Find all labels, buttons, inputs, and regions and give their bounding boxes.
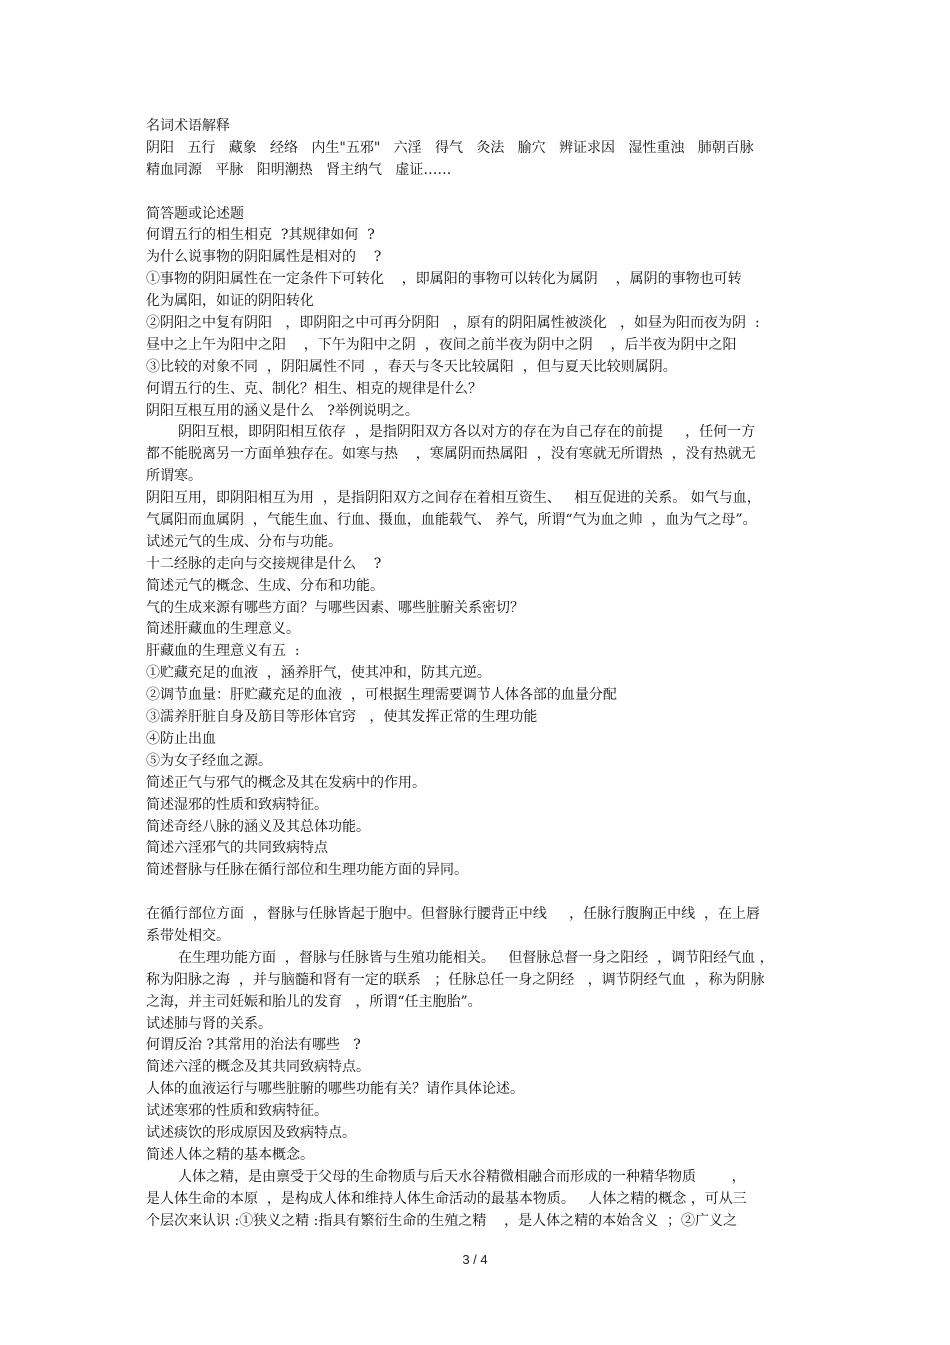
text-line: ④防止出血 bbox=[146, 730, 216, 747]
text-line: 试述元气的生成、分布与功能。 bbox=[146, 533, 342, 550]
text-line: 简答题或论述题 bbox=[146, 205, 244, 222]
document-body bbox=[146, 116, 811, 1232]
text-line: 何谓五行的相生相克 ?其规律如何 ? bbox=[146, 227, 375, 244]
text-line: 试述肺与肾的关系。 bbox=[146, 1015, 272, 1032]
text-line: 为什么说事物的阴阳属性是相对的 ? bbox=[146, 249, 382, 266]
text-line: 简述正气与邪气的概念及其在发病中的作用。 bbox=[146, 774, 426, 791]
text-line: 昼中之上午为阳中之阳 ，下午为阳中之阴 ，夜间之前半夜为阴中之阴 ，后半夜为阴中之阳 bbox=[146, 336, 737, 353]
text-line: 简述六淫邪气的共同致病特点 bbox=[146, 840, 328, 857]
text-line: ③濡养肝脏自身及筋目等形体官窍 ，使其发挥正常的生理功能 bbox=[146, 709, 538, 726]
text-line: ②调节血量：肝贮藏充足的血液 ，可根据生理需要调节人体各部的血量分配 bbox=[146, 687, 617, 704]
text-line: 简述人体之精的基本概念。 bbox=[146, 1146, 314, 1163]
text-line: 简述六淫的概念及其共同致病特点。 bbox=[146, 1059, 370, 1076]
text-line: 阴阳 五行 藏象 经络 内生"五邪" 六淫 得气 灸法 腧穴 辨证求因 湿性重浊 肺朝百脉 bbox=[146, 139, 754, 156]
text-line: 何谓反治 ?其常用的治法有哪些 ? bbox=[146, 1037, 361, 1054]
text-line: 所谓寒。 bbox=[146, 468, 202, 485]
text-line: 气的生成来源有哪些方面？与哪些因素、哪些脏腑关系密切？ bbox=[146, 599, 524, 616]
text-line: 试述寒邪的性质和致病特征。 bbox=[146, 1103, 328, 1120]
text-line: 十二经脉的走向与交接规律是什么 ? bbox=[146, 555, 382, 572]
text-line: 精血同源 平脉 阳明潮热 肾主纳气 虚证…… bbox=[146, 161, 452, 178]
text-line: 之海，并主司妊娠和胎儿的发育 ，所谓“任主胞胎”。 bbox=[146, 993, 482, 1010]
text-line: ⑤为女子经血之源。 bbox=[146, 752, 272, 769]
text-line: 简述湿邪的性质和致病特征。 bbox=[146, 796, 328, 813]
text-line: ①事物的阴阳属性在一定条件下可转化 ，即属阳的事物可以转化为属阴 ，属阴的事物也可转 bbox=[146, 271, 742, 288]
text-line: 肝藏血的生理意义有五 : bbox=[146, 643, 300, 660]
text-line: 名词术语解释 bbox=[146, 118, 230, 134]
text-line: 阴阳互根互用的涵义是什么 ?举例说明之。 bbox=[146, 402, 419, 419]
text-line: 在生理功能方面 ，督脉与任脉皆与生殖功能相关。 但督脉总督一身之阳经 ，调节阳经气血 ， bbox=[178, 949, 774, 966]
text-line: 气属阳而血属阴 ，气能生血、行血、摄血，血能载气、 养气，所谓“气为血之帅 ，血为气之母”。 bbox=[146, 512, 757, 529]
text-line: 化为属阳，如证的阴阳转化 bbox=[146, 293, 314, 310]
blank-line bbox=[146, 882, 811, 904]
text-line: 简述督脉与任脉在循行部位和生理功能方面的异同。 bbox=[146, 862, 468, 879]
text-line: 在循行部位方面 ，督脉与任脉皆起于胞中。但督脉行腰背正中线 ，任脉行腹胸正中线 ，在上唇 bbox=[146, 906, 761, 923]
text-line: 阴阳互用，即阴阳相互为用 ，是指阴阳双方之间存在着相互资生、 相互促进的关系。 如气与血， bbox=[146, 490, 761, 507]
text-line: ①贮藏充足的血液 ，涵养肝气，使其冲和，防其亢逆。 bbox=[146, 665, 491, 682]
text-line: 称为阳脉之海 ，并与脑髓和肾有一定的联系 ；任脉总任一身之阴经 ，调节阴经气血 ，称为阴脉 bbox=[146, 971, 765, 988]
text-line: 简述奇经八脉的涵义及其总体功能。 bbox=[146, 818, 370, 835]
text-line: 人体之精，是由禀受于父母的生命物质与后天水谷精微相融合而形成的一种精华物质 ， bbox=[178, 1168, 746, 1185]
text-line: 个层次来认识 :①狭义之精 :指具有繁衍生命的生殖之精 ，是人体之精的本始含义 ；②广义之 bbox=[146, 1212, 738, 1229]
text-line: 人体的血液运行与哪些脏腑的哪些功能有关？请作具体论述。 bbox=[146, 1081, 524, 1098]
text-line: 简述肝藏血的生理意义。 bbox=[146, 621, 300, 638]
text-line: 是人体生命的本原 ，是构成人体和维持人体生命活动的最基本物质。 人体之精的概念 ，可从三 bbox=[146, 1190, 747, 1207]
text-line: 何谓五行的生、克、制化？相生、相克的规律是什么？ bbox=[146, 380, 482, 397]
text-line: ③比较的对象不同 ，阴阳属性不同 ，春天与冬天比较属阳 ，但与夏天比较则属阴。 bbox=[146, 358, 677, 375]
text-line: 试述痰饮的形成原因及致病特点。 bbox=[146, 1124, 356, 1141]
text-line: 系带处相交。 bbox=[146, 927, 230, 944]
text-line: 都不能脱离另一方面单独存在。如寒与热 ，寒属阴而热属阳 ，没有寒就无所谓热 ，没有热就无 bbox=[146, 446, 756, 463]
text-line: 简述元气的概念、生成、分布和功能。 bbox=[146, 577, 384, 594]
blank-line bbox=[146, 182, 811, 204]
text-line: 阴阳互根，即阴阳相互依存 ，是指阴阳双方各以对方的存在为自己存在的前提 ，任何一方 bbox=[178, 424, 756, 441]
page-number: 3 / 4 bbox=[462, 1252, 488, 1267]
text-line: ②阴阳之中复有阴阳 ，即阴阳之中可再分阴阳 ，原有的阴阳属性被淡化 ，如昼为阳而夜为阴 : bbox=[146, 315, 760, 332]
